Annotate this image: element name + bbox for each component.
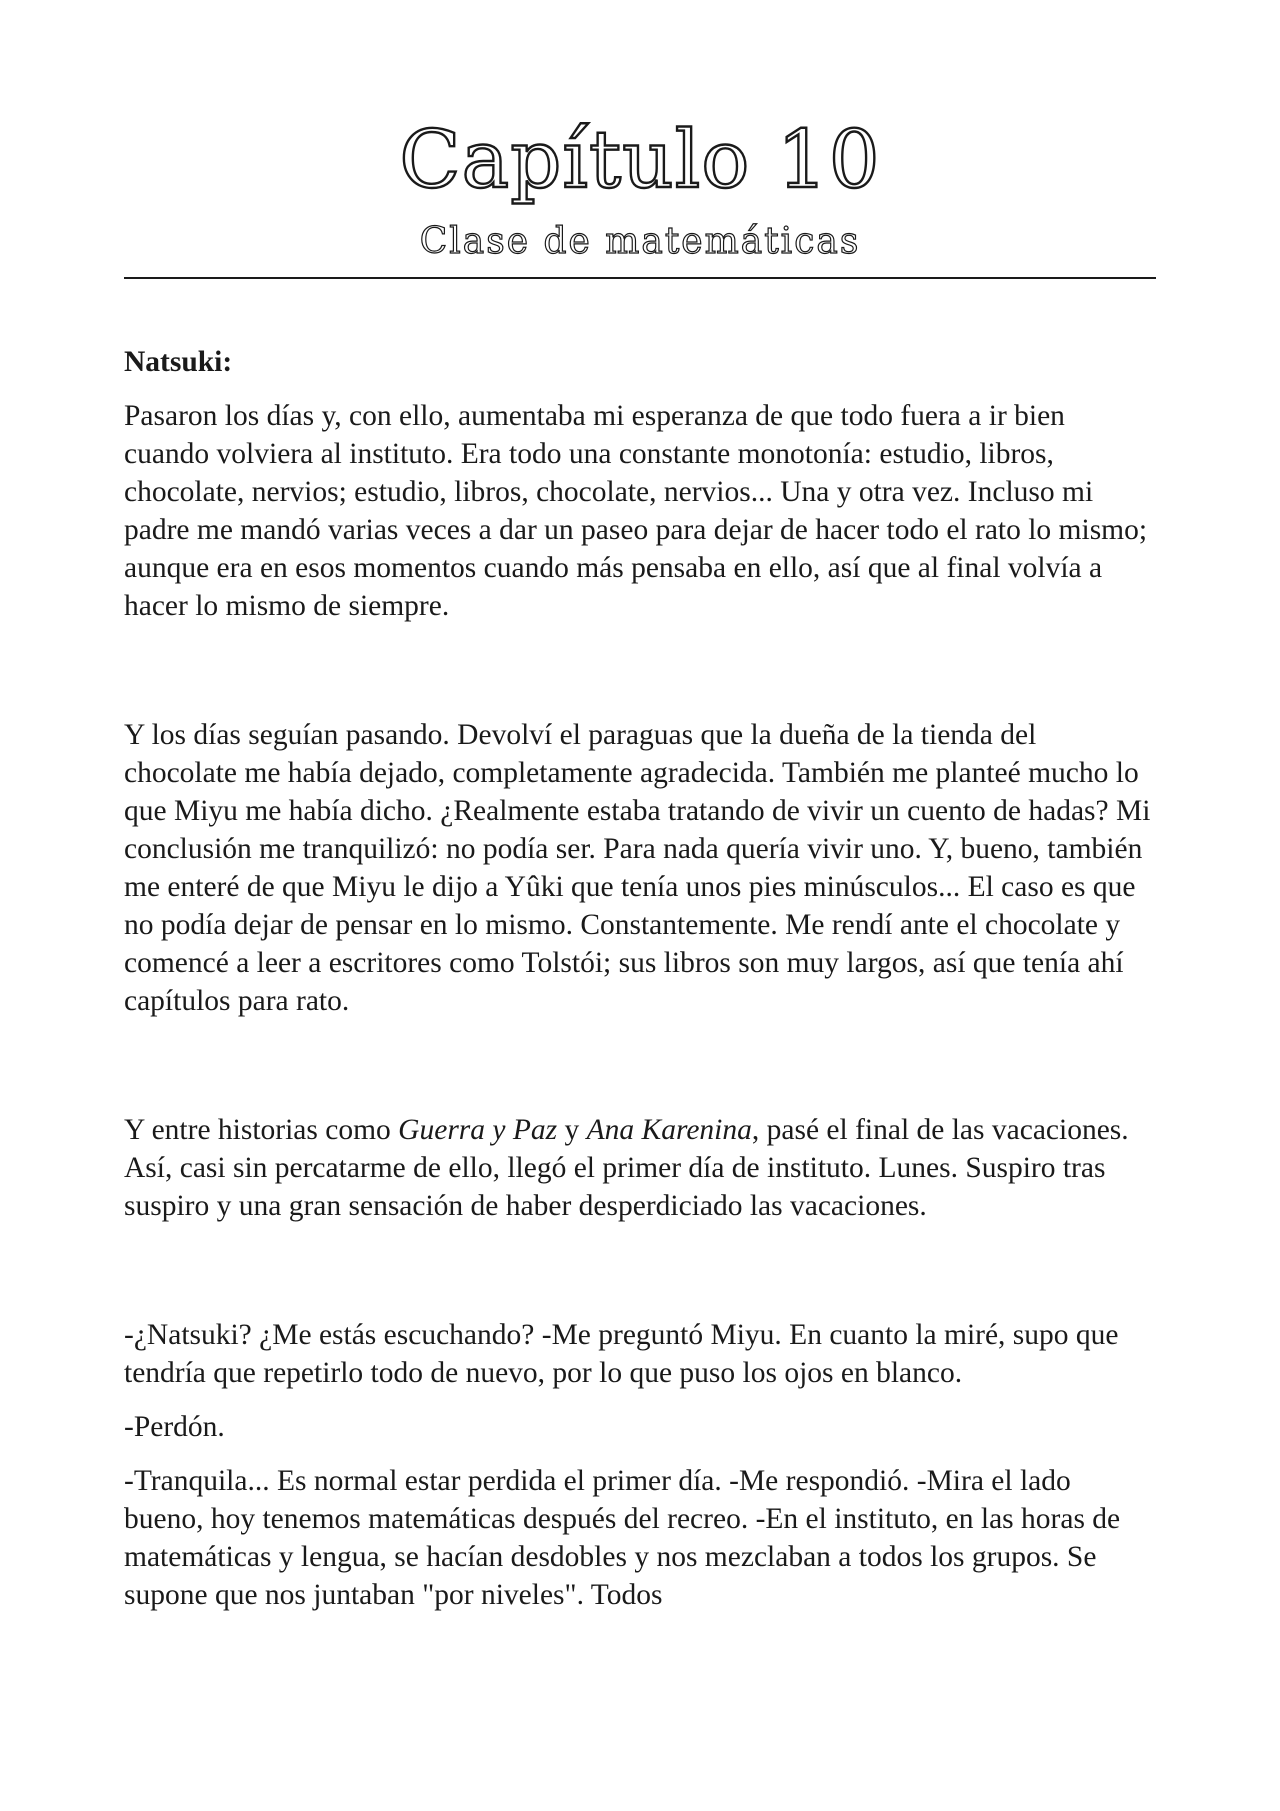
paragraph-3-text-e: , pasé el final de las vacaciones. Así, casi sin percatarme de ello, llegó el primer día de instituto. Lunes. Suspiro tras suspiro y una gran sensación de haber desperdiciado las vacaciones. — [124, 1114, 1129, 1223]
chapter-title: Capítulo 10 — [399, 113, 881, 206]
paragraph-5: -Perdón. — [124, 1411, 225, 1444]
book-title-guerra-y-paz: Guerra y Paz — [398, 1114, 558, 1147]
paragraph-6: -Tranquila... Es normal estar perdida el primer día. -Me respondió. -Mira el lado bueno, hoy tenemos matemáticas después del recreo. -En el instituto, en las horas de matemáticas y lengua, se hacían desdobles y nos mezclaban a todos los grupos. Se supone que nos juntaban "por niveles". Todos — [124, 1465, 1121, 1612]
chapter-subtitle: Clase de matemáticas — [419, 221, 861, 262]
paragraph-3-text-a: Y entre historias como — [124, 1114, 399, 1147]
section-gap — [124, 1241, 1156, 1316]
chapter-header — [124, 0, 1156, 279]
paragraph-3 — [124, 1111, 1156, 1225]
paragraph-3-text-c: y — [557, 1114, 587, 1147]
paragraph-2: Y los días seguían pasando. Devolví el paraguas que la dueña de la tienda del chocolate me había dejado, completamente agradecida. También me planteé mucho lo que Miyu me había dicho. ¿Realmente estaba tratando de vivir un cuento de hadas? Mi conclusión me tranquilizó: no podía ser. Para nada quería vivir uno. Y, bueno, también me enteré de que Miyu le dijo a Yûki que tenía unos pies minúsculos... El caso es que no podía dejar de pensar en lo mismo. Constantemente. Me rendí ante el chocolate y comencé a leer a escritores como Tolstói; sus libros son muy largos, así que tenía ahí capítulos para rato. — [124, 719, 1151, 1018]
paragraph-4: -¿Natsuki? ¿Me estás escuchando? -Me preguntó Miyu. En cuanto la miré, supo que tendría que repetirlo todo de nuevo, por lo que puso los ojos en blanco. — [124, 1319, 1119, 1390]
paragraph-1: Pasaron los días y, con ello, aumentaba mi esperanza de que todo fuera a ir bien cuando volviera al instituto. Era todo una constante monotonía: estudio, libros, chocolate, nervios; estudio, libros, chocolate, nervios... Una y otra vez. Incluso mi padre me mandó varias veces a dar un paseo para dejar de hacer todo el rato lo mismo; aunque era en esos momentos cuando más pensaba en ello, así que al final volvía a hacer lo mismo de siempre. — [124, 400, 1148, 623]
section-gap — [124, 641, 1156, 716]
speaker-label: Natsuki: — [124, 346, 233, 379]
chapter-body — [124, 343, 1156, 1614]
book-title-ana-karenina: Ana Karenina — [586, 1114, 752, 1147]
header-divider — [124, 277, 1156, 279]
section-gap — [124, 1036, 1156, 1111]
